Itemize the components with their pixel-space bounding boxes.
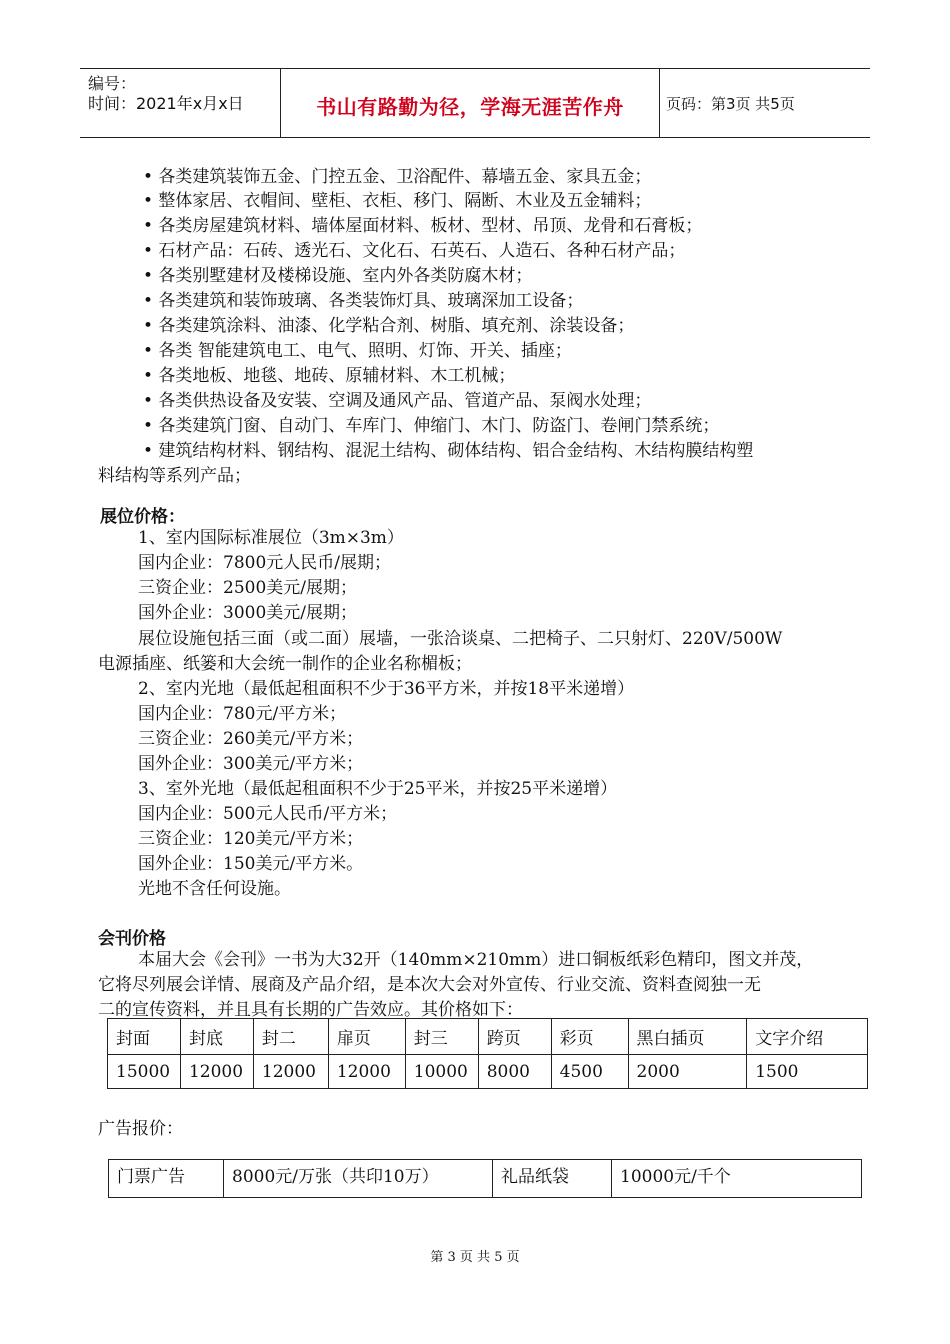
- date-label: 时间：2021年x月x日: [88, 94, 244, 113]
- list-item: • 各类建筑涂料、油漆、化学粘合剂、树脂、填充剂、涂装设备；: [143, 316, 635, 336]
- table-cell: 4500: [551, 1055, 628, 1089]
- table-header-cell: 跨页: [478, 1019, 551, 1055]
- list-item: • 建筑结构材料、钢结构、混泥土结构、砌体结构、铝合金结构、木结构膜结构塑: [143, 441, 754, 461]
- price-line: 国内企业：780元/平方米；: [138, 704, 347, 724]
- price-line: 三资企业：260美元/平方米；: [138, 729, 364, 749]
- list-item-wrap: 料结构等系列产品；: [98, 466, 251, 486]
- table-header-row: [108, 1019, 868, 1055]
- table-header-cell: 彩页: [551, 1019, 628, 1055]
- table-cell: 15000: [108, 1055, 181, 1089]
- table-cell: 8000: [478, 1055, 551, 1089]
- price-line: 2、室内光地（最低起租面积不少于36平方米，并按18平米递增）: [138, 679, 635, 699]
- journal-price-table: [107, 1018, 868, 1089]
- table-cell: 12000: [253, 1055, 328, 1089]
- table-header-cell: 封三: [405, 1019, 478, 1055]
- price-line: 国外企业：3000美元/展期；: [138, 603, 357, 623]
- table-header-cell: 封二: [253, 1019, 328, 1055]
- table-header-cell: 封面: [108, 1019, 181, 1055]
- list-item: • 各类建筑装饰五金、门控五金、卫浴配件、幕墙五金、家具五金；: [143, 167, 652, 187]
- booth-price-heading: 展位价格：: [100, 507, 185, 527]
- paragraph-line: 它将尽列展会详情、展商及产品介绍，是本次大会对外宣传、行业交流、资料查阅独一无: [98, 975, 761, 995]
- journal-price-heading: 会刊价格: [98, 929, 166, 949]
- table-cell: 礼品纸袋: [493, 1160, 612, 1198]
- page-label: 页码：第3页 共5页: [666, 95, 795, 113]
- list-item: • 各类房屋建筑材料、墙体屋面材料、板材、型材、吊顶、龙骨和石膏板；: [143, 216, 703, 236]
- list-item: • 各类 智能建筑电工、电气、照明、灯饰、开关、插座；: [143, 341, 572, 361]
- list-item: • 各类供热设备及安装、空调及通风产品、管道产品、泵阀水处理；: [143, 391, 652, 411]
- table-cell: 10000元/千个: [612, 1160, 862, 1198]
- table-cell: 12000: [180, 1055, 253, 1089]
- list-item: • 整体家居、衣帽间、壁柜、衣柜、移门、隔断、木业及五金辅料；: [143, 191, 652, 211]
- table-cell: 10000: [405, 1055, 478, 1089]
- number-label: 编号：: [88, 74, 137, 93]
- price-line: 电源插座、纸篓和大会统一制作的企业名称楣板；: [98, 654, 472, 674]
- page-footer: 第 3 页 共 5 页: [430, 1250, 520, 1265]
- price-line: 国内企业：500元人民币/平方米；: [138, 804, 398, 824]
- table-cell: 12000: [328, 1055, 405, 1089]
- price-line: 1、室内国际标准展位（3m×3m）: [138, 528, 404, 548]
- ad-price-heading: 广告报价：: [98, 1119, 183, 1139]
- ad-price-table: [108, 1159, 862, 1198]
- table-header-cell: 封底: [180, 1019, 253, 1055]
- list-item: • 各类建筑门窗、自动门、车库门、伸缩门、木门、防盗门、卷闸门禁系统；: [143, 416, 720, 436]
- paragraph-line: 本届大会《会刊》一书为大32开（140mm×210mm）进口铜板纸彩色精印，图文并茂，: [138, 950, 814, 970]
- price-line: 国外企业：150美元/平方米。: [138, 854, 364, 874]
- header-meta-cell: [80, 69, 281, 137]
- list-item: • 石材产品：石砖、透光石、文化石、石英石、人造石、各种石材产品；: [143, 241, 686, 261]
- list-item: • 各类别墅建材及楼梯设施、室内外各类防腐木材；: [143, 266, 533, 286]
- table-cell: 门票广告: [109, 1160, 224, 1198]
- price-line: 国内企业：7800元人民币/展期；: [138, 553, 391, 573]
- price-line: 三资企业：2500美元/展期；: [138, 578, 357, 598]
- table-row: [108, 1055, 868, 1089]
- price-line: 三资企业：120美元/平方米；: [138, 829, 364, 849]
- table-row: [109, 1160, 862, 1198]
- header-motto-cell: [281, 69, 660, 137]
- table-cell: 8000元/万张（共印10万）: [224, 1160, 493, 1198]
- table-header-cell: 文字介绍: [747, 1019, 868, 1055]
- paragraph-line: 二的宣传资料，并且具有长期的广告效应。其价格如下：: [98, 1000, 523, 1020]
- table-header-cell: 黑白插页: [628, 1019, 747, 1055]
- table-cell: 2000: [628, 1055, 747, 1089]
- table-cell: 1500: [747, 1055, 868, 1089]
- price-line: 光地不含任何设施。: [138, 879, 291, 899]
- price-line: 展位设施包括三面（或二面）展墙，一张洽谈桌、二把椅子、二只射灯、220V/500W: [138, 629, 783, 649]
- list-item: • 各类建筑和装饰玻璃、各类装饰灯具、玻璃深加工设备；: [143, 291, 584, 311]
- page-header: [80, 68, 870, 138]
- price-line: 国外企业：300美元/平方米；: [138, 754, 364, 774]
- list-item: • 各类地板、地毯、地砖、原辅材料、木工机械；: [143, 366, 516, 386]
- price-line: 3、室外光地（最低起租面积不少于25平米，并按25平米递增）: [138, 779, 618, 799]
- motto: 书山有路勤为径，学海无涯苦作舟: [316, 95, 624, 119]
- table-header-cell: 扉页: [328, 1019, 405, 1055]
- header-page-cell: [660, 69, 870, 137]
